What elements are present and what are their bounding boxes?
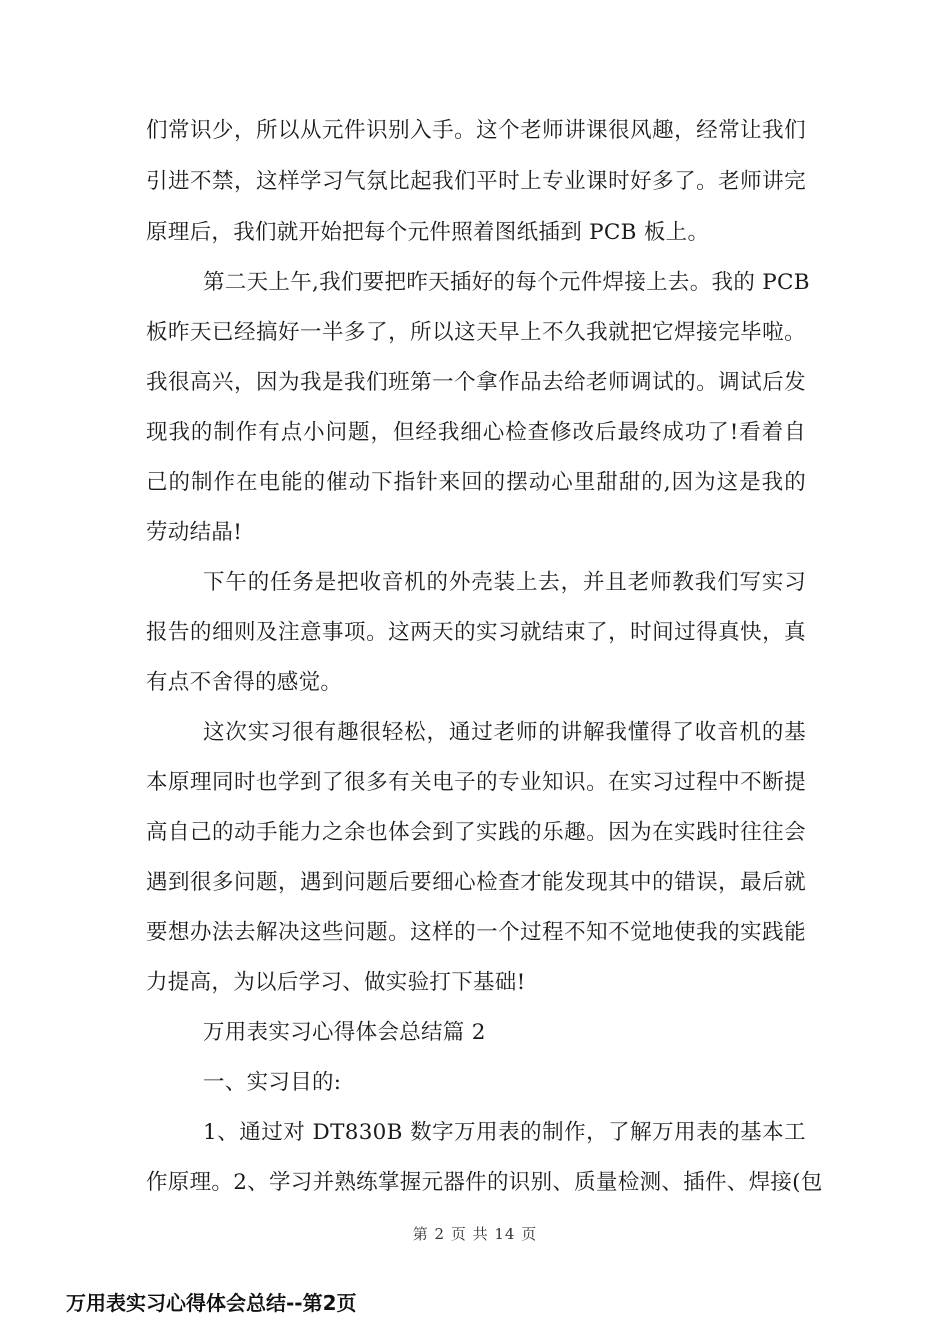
text-line: 本原理同时也学到了很多有关电子的专业知识。在实习过程中不断提 — [146, 770, 806, 795]
text-line: 引进不禁，这样学习气氛比起我们平时上专业课时好多了。老师讲完 — [146, 169, 806, 194]
subsection-heading: 一、实习目的: — [203, 1070, 342, 1095]
text-line: 作原理。2、学习并熟练掌握元器件的识别、质量检测、插件、焊接(包 — [146, 1170, 823, 1195]
text-line: 现我的制作有点小问题，但经我细心检查修改后最终成功了!看着自 — [146, 420, 806, 445]
document-title-caption: 万用表实习心得体会总结--第2页 — [66, 1291, 357, 1315]
page-indicator: 第 2 页 共 14 页 — [412, 1225, 538, 1243]
text-line: 原理后，我们就开始把每个元件照着图纸插到 PCB 板上。 — [146, 220, 710, 245]
text-line: 报告的细则及注意事项。这两天的实习就结束了，时间过得真快，真 — [146, 620, 806, 645]
text-line: 下午的任务是把收音机的外壳装上去，并且老师教我们写实习 — [203, 570, 806, 595]
text-line: 己的制作在电能的催动下指针来回的摆动心里甜甜的,因为这是我的 — [146, 470, 806, 495]
text-line: 1、通过对 DT830B 数字万用表的制作，了解万用表的基本工 — [203, 1120, 806, 1145]
text-line: 要想办法去解决这些问题。这样的一个过程不知不觉地使我的实践能 — [146, 920, 806, 945]
text-line: 有点不舍得的感觉。 — [146, 670, 343, 695]
text-line: 这次实习很有趣很轻松，通过老师的讲解我懂得了收音机的基 — [203, 720, 806, 745]
text-line: 板昨天已经搞好一半多了，所以这天早上不久我就把它焊接完毕啦。 — [146, 320, 806, 345]
text-line: 们常识少，所以从元件识别入手。这个老师讲课很风趣，经常让我们 — [146, 118, 806, 143]
section-heading: 万用表实习心得体会总结篇 2 — [203, 1020, 486, 1045]
text-line: 遇到很多问题，遇到问题后要细心检查才能发现其中的错误，最后就 — [146, 870, 806, 895]
text-line: 劳动结晶! — [146, 520, 243, 545]
text-line: 我很高兴，因为我是我们班第一个拿作品去给老师调试的。调试后发 — [146, 370, 806, 395]
text-line: 力提高，为以后学习、做实验打下基础! — [146, 970, 526, 995]
text-line: 高自己的动手能力之余也体会到了实践的乐趣。因为在实践时往往会 — [146, 820, 806, 845]
text-line: 第二天上午,我们要把昨天插好的每个元件焊接上去。我的 PCB — [203, 270, 810, 295]
